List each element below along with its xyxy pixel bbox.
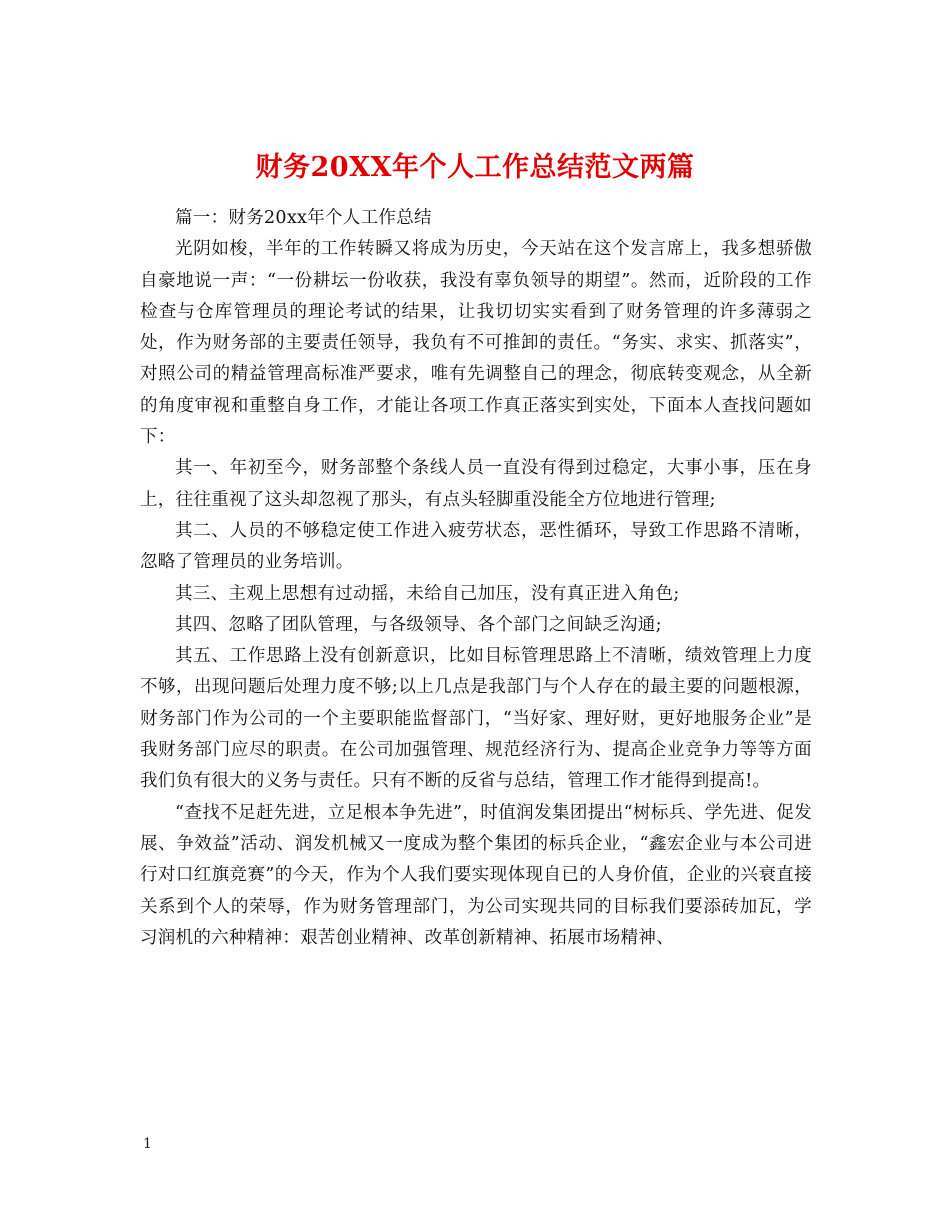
document-body — [140, 203, 812, 954]
paragraph-point-1: 其一、年初至今，财务部整个条线人员一直没有得到过稳定，大事小事，压在身上，往往重视了这头却忽视了那头，有点头轻脚重没能全方位地进行管理; — [140, 458, 812, 510]
paragraph-point-2: 其二、人员的不够稳定使工作进入疲劳状态，恶性循环，导致工作思路不清晰，忽略了管理员的业务培训。 — [140, 520, 812, 573]
paragraph-closing: “查找不足赶先进，立足根本争先进”，时值润发集团提出“树标兵、学先进、促发展、争效益”活动、润发机械又一度成为整个集团的标兵企业，“鑫宏企业与本公司进行对口红旗竞赛”的今天，作为个人我们要实现体现自已的人身价值，企业的兴衰直接关系到个人的荣辱，作为财务管理部门，为公司实现共同的目标我们要添砖加瓦，学习润机的六种精神：艰苦创业精神、改革创新精神、拓展市场精神、 — [140, 802, 812, 948]
section-heading: 篇一：财务20xx年个人工作总结 — [175, 208, 432, 228]
paragraph-point-3: 其三、主观上思想有过动摇，未给自己加压，没有真正进入角色; — [175, 583, 680, 604]
document-title: 财务20XX年个人工作总结范文两篇 — [255, 152, 695, 184]
paragraph-intro: 光阴如梭，半年的工作转瞬又将成为历史，今天站在这个发言席上，我多想骄傲自豪地说一声：“一份耕坛一份收获，我没有辜负领导的期望”。然而，近阶段的工作检查与仓库管理员的理论考试的结果，让我切切实实看到了财务管理的许多薄弱之处，作为财务部的主要责任领导，我负有不可推卸的责任。“务实、求实、抓落实”，对照公司的精益管理高标准严要求，唯有先调整自己的理念，彻底转变观念，从全新的角度审视和重整自身工作，才能让各项工作真正落实到实处，下面本人查找问题如下： — [140, 239, 812, 448]
paragraph-point-5: 其五、工作思路上没有创新意识，比如目标管理思路上不清晰，绩效管理上力度不够，出现问题后处理力度不够;以上几点是我部门与个人存在的最主要的问题根源，财务部门作为公司的一个主要职能监督部门，“当好家、理好财，更好地服务企业”是我财务部门应尽的职责。在公司加强管理、规范经济行为、提高企业竞争力等等方面我们负有很大的义务与责任。只有不断的反省与总结，管理工作才能得到提高!。 — [140, 646, 812, 792]
page-number: 1 — [143, 1136, 152, 1152]
paragraph-point-4: 其四、忽略了团队管理，与各级领导、各个部门之间缺乏沟通; — [175, 614, 662, 635]
